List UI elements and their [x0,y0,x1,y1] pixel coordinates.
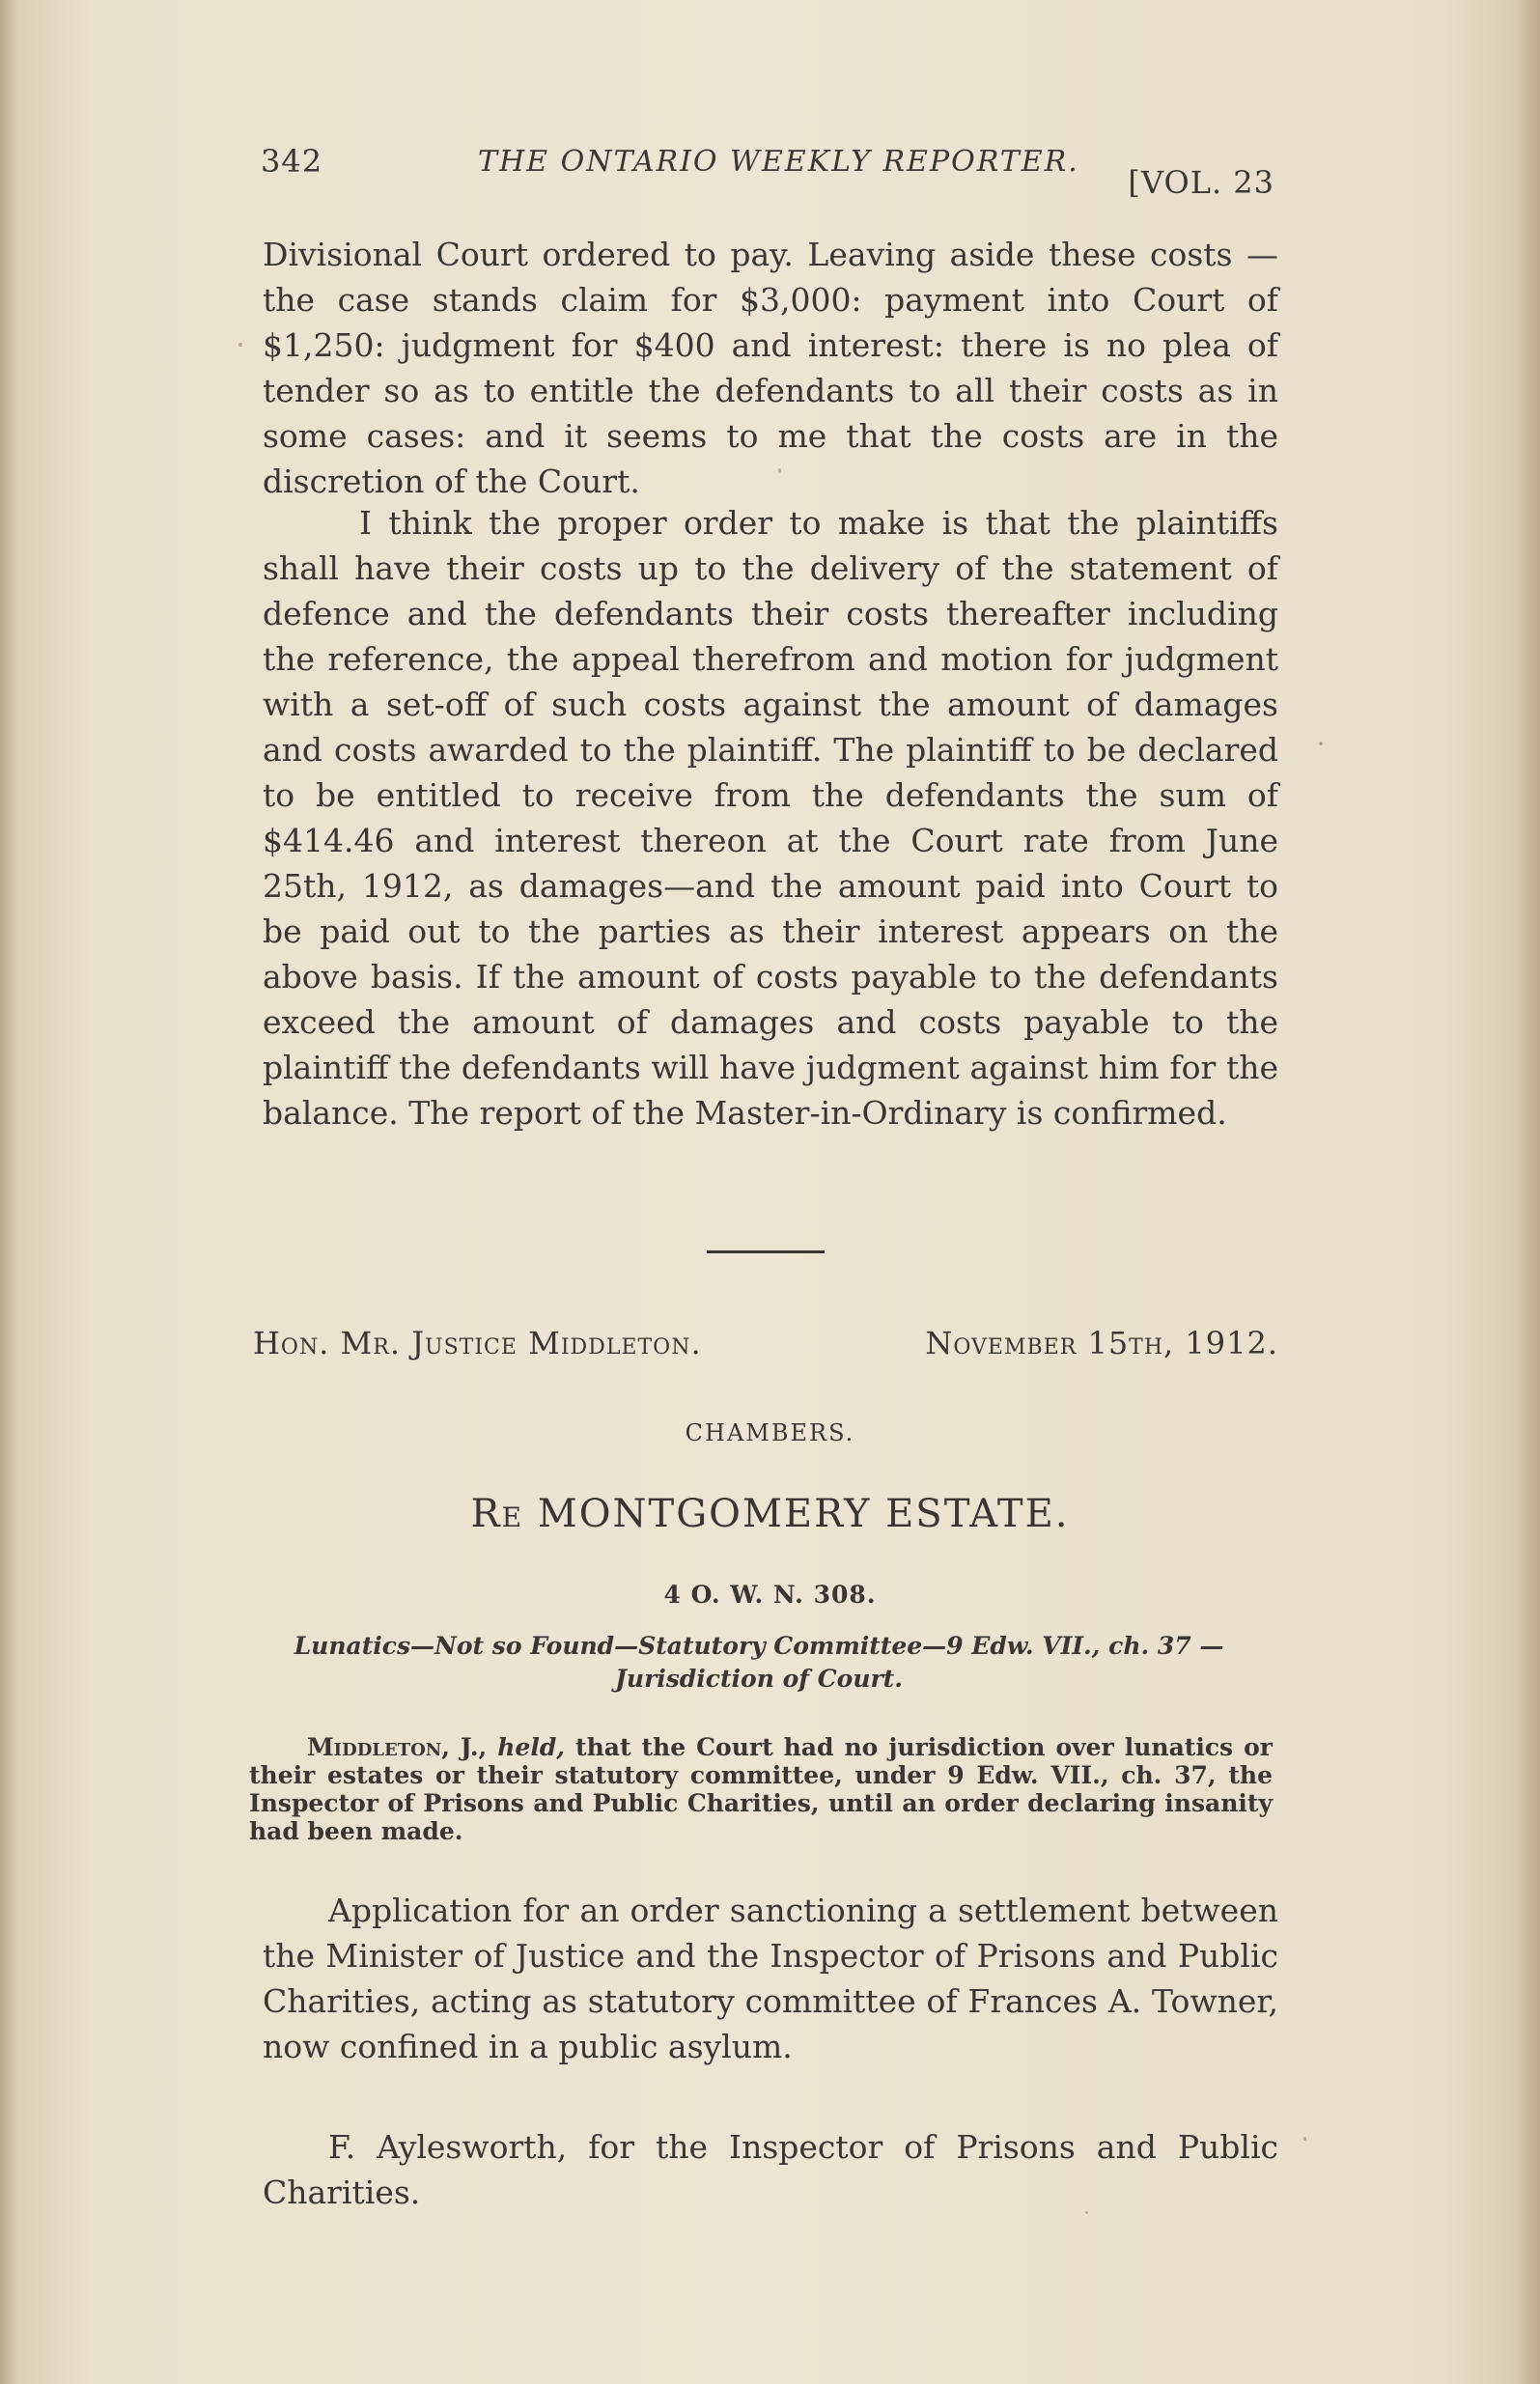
page-edge-shadow [1515,0,1540,2384]
section-divider-rule [707,1250,825,1253]
page-gutter-shadow [0,0,17,2384]
headnote-held: held, [497,1733,566,1761]
paper-speck [238,343,242,347]
journal-title: THE ONTARIO WEEKLY REPORTER. [478,145,1079,179]
paper-speck [1319,742,1323,745]
paper-speck [1303,2137,1306,2141]
volume-label: [VOL. 23 [1128,164,1274,201]
decision-date: November 15th, 1912. [925,1325,1278,1361]
body-paragraph-1: Divisional Court ordered to pay. Leaving aside these costs —the case stands claim for $3,000: payment into Court of $1,250: judgment for $400 and interest: there is no plea of tender so as to entitle the defendants to all their costs as in some cases: and it seems to me that the costs are in the discretion of the Court. [263,236,1278,500]
paper-speck [778,468,781,473]
case-citation: 4 O. W. N. 308. [663,1581,877,1609]
case-title: Re MONTGOMERY ESTATE. [470,1492,1070,1536]
body-paragraph-2: I think the proper order to make is that the plaintiffs shall have their costs up to the delivery of the statement of defence and the defendants their costs thereafter including the reference, the appeal therefrom and motion for judgment with a set-off of such costs against the amount of damages and costs awarded to the plaintiff. The plaintiff to be declared to be entitled to receive from the defendants the sum of $414.46 and interest thereon at the Court rate from June 25th, 1912, as damages—and the amount paid into Court to be paid out to the parties as their interest appears on the above basis. If the amount of costs payable to the defendants exceed the amount of damages and costs payable to the plaintiff the defendants will have judgment against him for the balance. The report of the Master-in-Ordinary is confirmed. [263,504,1278,1132]
headnote-text: that the Court had no jurisdiction over lunatics or their estates or their statutory committee, under 9 Edw. VII., ch. 37, the Inspector of Prisons and Public Charities, until an order declaring insanity had been made. [249,1733,1273,1845]
application-paragraph: Application for an order sanctioning a settlement between the Minister of Justice and the Inspector of Prisons and Public Charities, acting as statutory committee of Frances A. Towner, now confined in a public asylum. [263,1892,1278,2065]
venue-label: CHAMBERS. [685,1419,855,1446]
counsel-paragraph: F. Aylesworth, for the Inspector of Prisons and Public Charities. [263,2128,1278,2211]
judge-date-line [253,1325,1278,1369]
headnote-topic: Lunatics—Not so Found—Statutory Committee—9 Edw. VII., ch. 37 —Jurisdiction of Court. [294,1632,1224,1693]
headnote-judge: Middleton, J., [307,1733,488,1761]
judge-name: Hon. Mr. Justice Middleton. [253,1325,702,1361]
running-head [261,143,1274,201]
headnote-body [249,1733,1273,1845]
paper-speck [1085,2211,1088,2214]
page-number: 342 [261,143,323,180]
